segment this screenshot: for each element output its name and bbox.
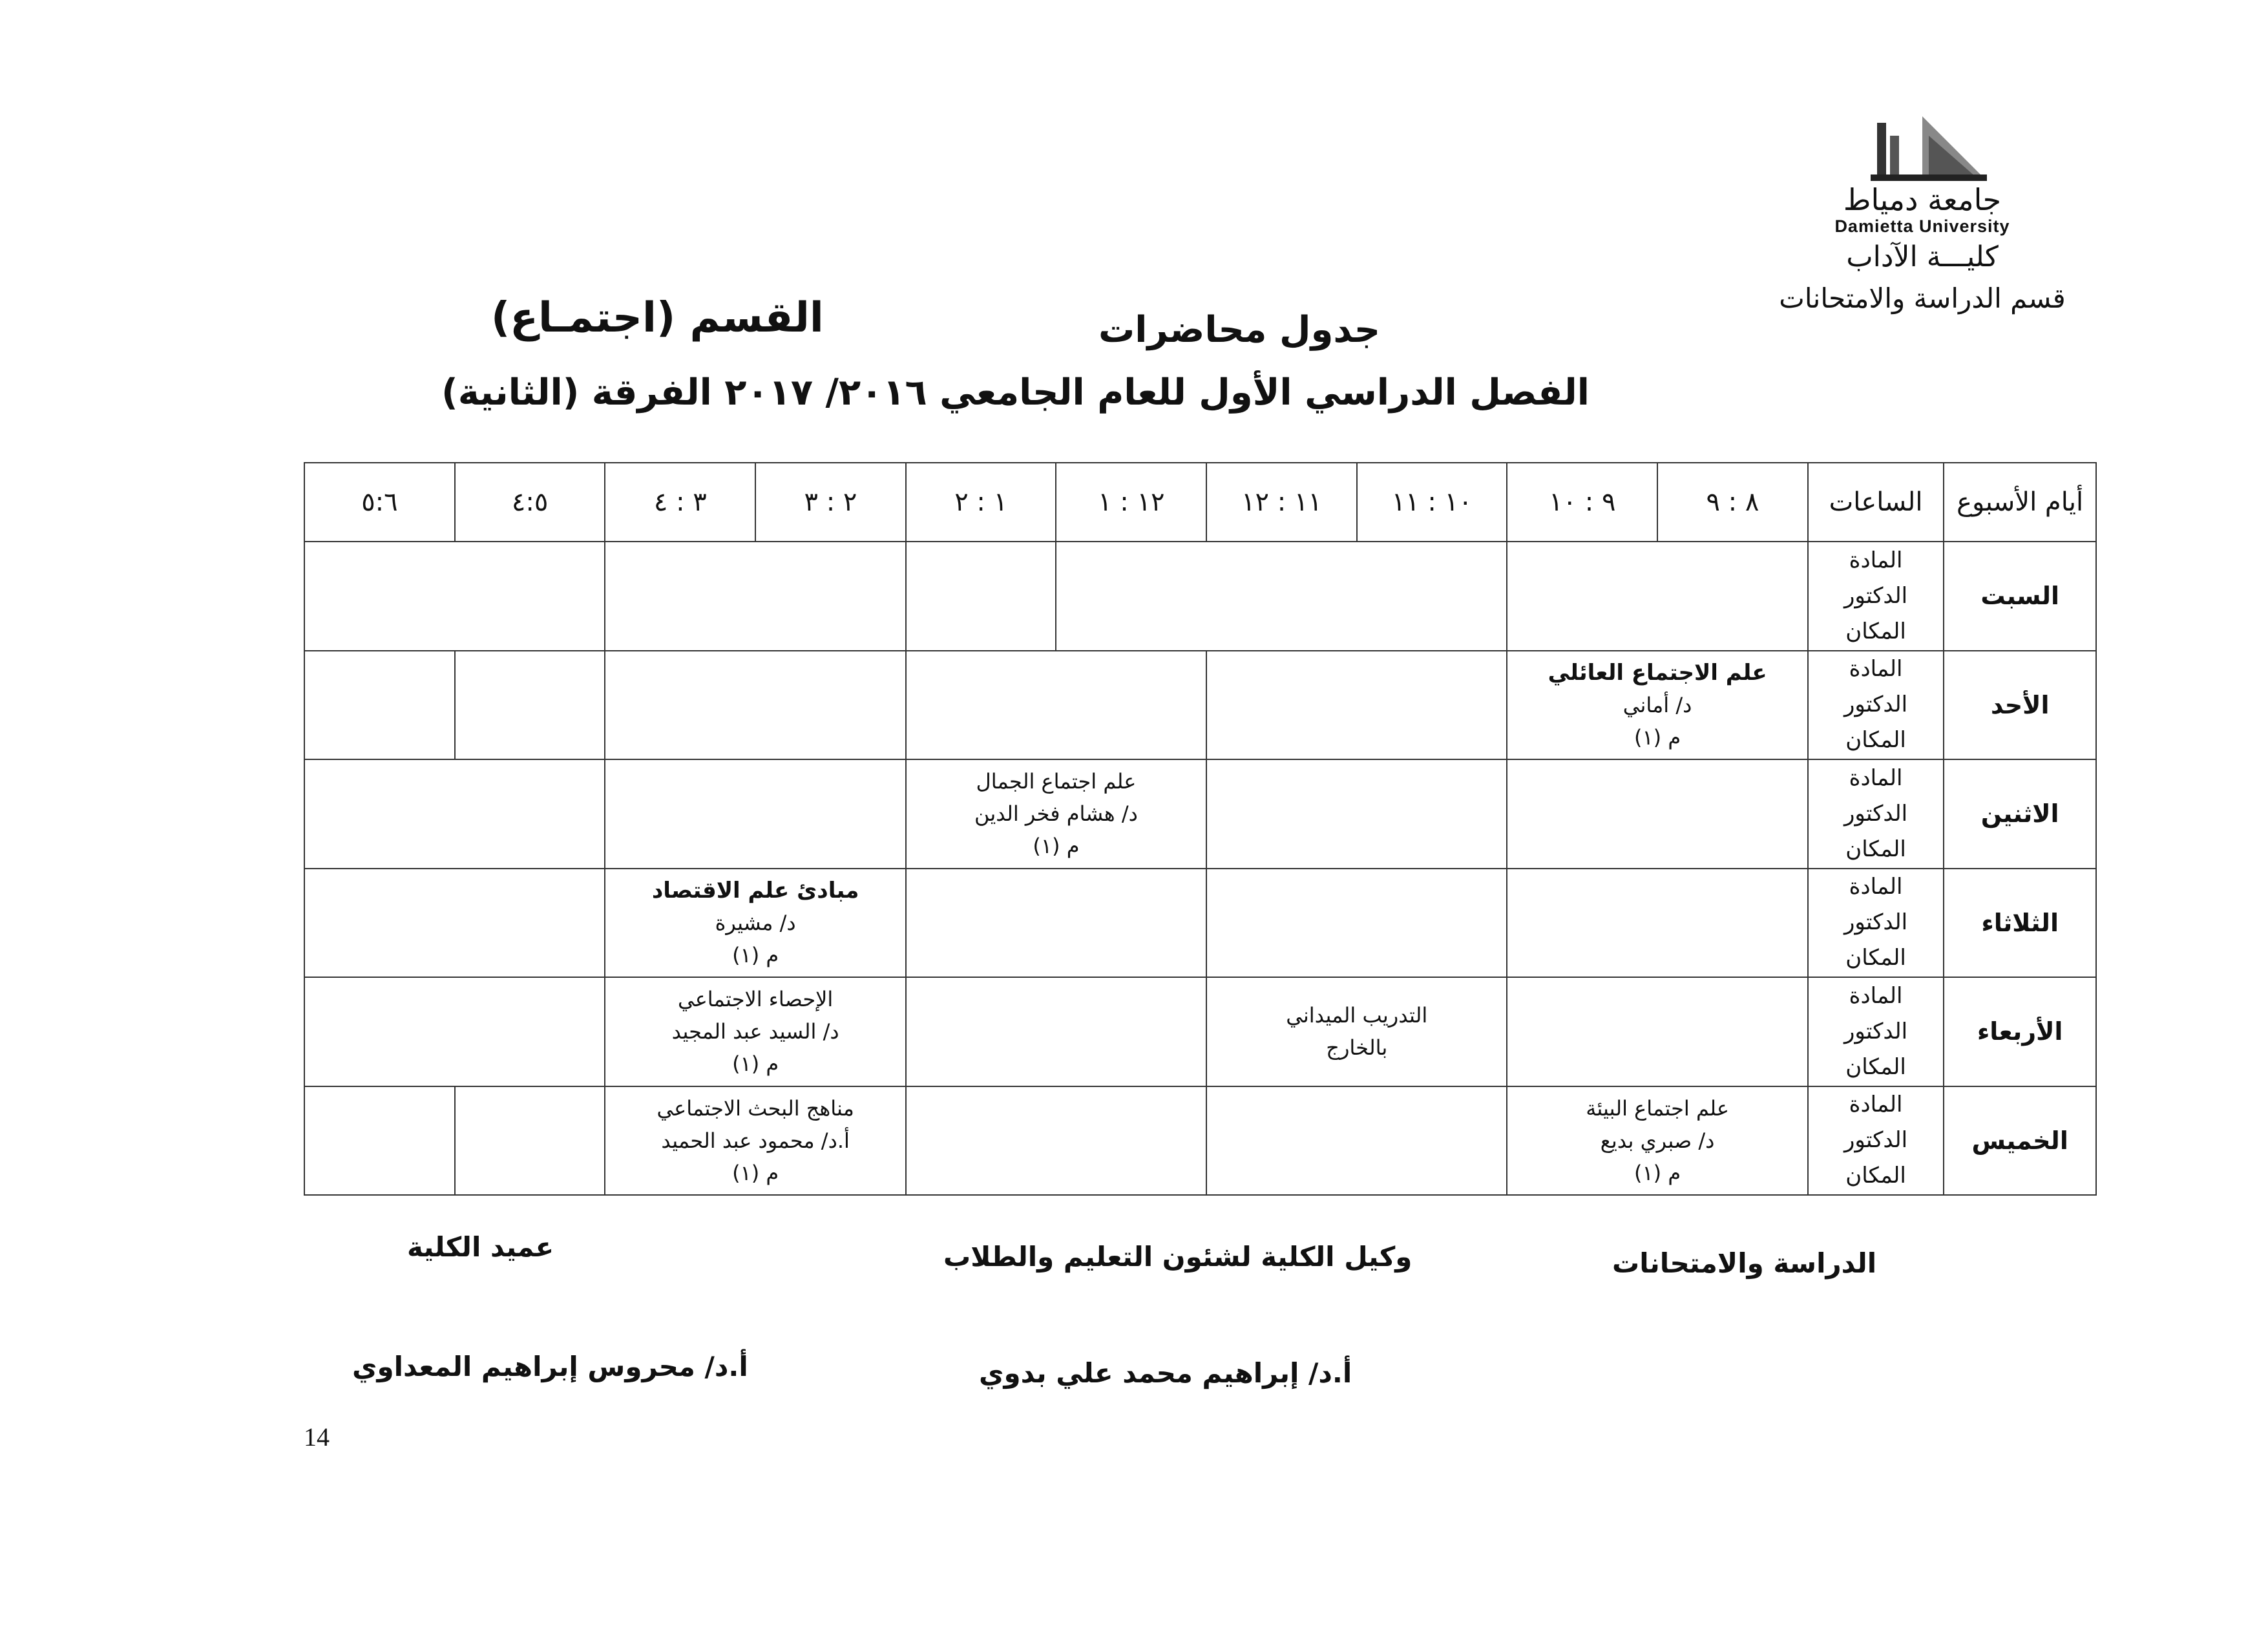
empty-slot [906, 1086, 1206, 1196]
empty-slot [605, 651, 905, 760]
university-header [1770, 110, 2074, 314]
label-place: المكان [1845, 945, 1906, 971]
row-labels [1808, 651, 1944, 760]
label-doctor: الدكتور [1843, 909, 1908, 936]
table-row [304, 542, 2096, 651]
day-cell: الاثنين [1944, 759, 2096, 869]
lecture-cell [1507, 651, 1807, 760]
empty-slot [304, 1086, 455, 1196]
lecturer-name: د/ صبري بديع [1600, 1128, 1715, 1153]
table-row [304, 869, 2096, 978]
lecture-room: م (١) [732, 1160, 779, 1185]
university-name-ar: جامعة دمياط [1843, 182, 2002, 217]
course-name: علم الاجتماع العائلي [1548, 659, 1767, 686]
empty-slot [906, 869, 1206, 978]
day-cell: السبت [1944, 542, 2096, 651]
day-cell: الثلاثاء [1944, 869, 2096, 978]
label-place: المكان [1845, 836, 1906, 862]
schedule-title: جدول محاضرات [1098, 309, 1381, 351]
label-subject: المادة [1849, 547, 1903, 573]
lecturer-name: د/ هشام فخر الدين [974, 801, 1138, 827]
slot-header: ٩ : ١٠ [1507, 463, 1657, 542]
vice-dean-name: أ.د/ إبراهيم محمد علي بدوي [979, 1357, 1352, 1389]
slot-header: ٥:٦ [304, 463, 455, 542]
row-labels [1808, 542, 1944, 651]
lecturer-name: أ.د/ محمود عبد الحميد [661, 1128, 850, 1153]
day-cell: الخميس [1944, 1086, 2096, 1196]
course-name: علم اجتماع الجمال [976, 769, 1137, 794]
lecture-cell [605, 977, 905, 1086]
day-cell: الأربعاء [1944, 977, 2096, 1086]
lecture-room: م (١) [1634, 1160, 1681, 1185]
table-row [304, 651, 2096, 760]
lecture-room: م (١) [732, 942, 779, 967]
slot-header: ١٠ : ١١ [1357, 463, 1507, 542]
lecturer-name: د/ السيد عبد المجيد [671, 1019, 839, 1044]
hours-header: الساعات [1808, 463, 1944, 542]
table-row [304, 1086, 2096, 1196]
dean-signature: عميد الكلية [407, 1231, 554, 1263]
exams-dept-signature: الدراسة والامتحانات [1612, 1247, 1877, 1279]
empty-slot [304, 977, 605, 1086]
lecture-cell [1206, 977, 1507, 1086]
slot-header: ١١ : ١٢ [1206, 463, 1357, 542]
course-name: الإحصاء الاجتماعي [678, 987, 834, 1012]
empty-slot [1056, 542, 1507, 651]
course-name: علم اجتماع البيئة [1586, 1095, 1729, 1121]
label-subject: المادة [1849, 874, 1903, 900]
vice-dean-signature: وكيل الكلية لشئون التعليم والطلاب [943, 1241, 1412, 1273]
department-name: قسم الدراسة والامتحانات [1779, 282, 2066, 314]
table-header-row [304, 463, 2096, 542]
label-place: المكان [1845, 618, 1906, 644]
label-place: المكان [1845, 1163, 1906, 1189]
empty-slot [1206, 1086, 1507, 1196]
slot-header: ٣ : ٤ [605, 463, 755, 542]
day-cell: الأحد [1944, 651, 2096, 760]
empty-slot [1206, 869, 1507, 978]
empty-slot [605, 759, 905, 869]
label-subject: المادة [1849, 1092, 1903, 1118]
empty-slot [455, 1086, 605, 1196]
slot-header: ١ : ٢ [906, 463, 1056, 542]
label-place: المكان [1845, 1053, 1906, 1080]
course-name: مبادئ علم الاقتصاد [651, 877, 859, 903]
lecture-cell [1507, 1086, 1807, 1196]
row-labels [1808, 1086, 1944, 1196]
label-place: المكان [1845, 727, 1906, 754]
empty-slot [304, 651, 455, 760]
days-header: أيام الأسبوع [1944, 463, 2096, 542]
label-doctor: الدكتور [1843, 1018, 1908, 1044]
course-name: مناهج البحث الاجتماعي [656, 1095, 854, 1121]
table-row [304, 977, 2096, 1086]
empty-slot [605, 542, 905, 651]
label-doctor: الدكتور [1843, 800, 1908, 827]
table-row [304, 759, 2096, 869]
empty-slot [906, 977, 1206, 1086]
empty-slot [304, 869, 605, 978]
empty-slot [906, 542, 1056, 651]
course-note: بالخارج [1326, 1035, 1388, 1061]
lecture-cell [605, 869, 905, 978]
empty-slot [1507, 869, 1807, 978]
label-doctor: الدكتور [1843, 1127, 1908, 1154]
label-subject: المادة [1849, 656, 1903, 682]
empty-slot [1507, 759, 1807, 869]
semester-title: الفصل الدراسي الأول للعام الجامعي ٢٠١٦/ ٢٠١٧ الفرقة (الثانية) [441, 372, 1590, 414]
row-labels [1808, 869, 1944, 978]
slot-header: ٨ : ٩ [1657, 463, 1808, 542]
page-number: 14 [304, 1422, 330, 1452]
lecture-room: م (١) [1634, 724, 1681, 750]
lecture-cell [605, 1086, 905, 1196]
slot-header: ١٢ : ١ [1056, 463, 1206, 542]
empty-slot [906, 651, 1206, 760]
empty-slot [1206, 651, 1507, 760]
faculty-name: كليـــة الآداب [1846, 240, 1999, 273]
row-labels [1808, 759, 1944, 869]
dean-name: أ.د/ محروس إبراهيم المعداوي [352, 1351, 748, 1382]
label-subject: المادة [1849, 765, 1903, 791]
lecture-room: م (١) [1033, 834, 1080, 859]
lecture-cell [906, 759, 1206, 869]
lecturer-name: د/ أماني [1622, 692, 1692, 717]
schedule-table [304, 462, 2097, 1196]
empty-slot [1507, 977, 1807, 1086]
empty-slot [1206, 759, 1507, 869]
lecture-room: م (١) [732, 1051, 779, 1077]
lecturer-name: د/ مشيرة [715, 910, 796, 935]
slot-header: ٤:٥ [455, 463, 605, 542]
slot-header: ٢ : ٣ [755, 463, 906, 542]
label-doctor: الدكتور [1843, 692, 1908, 718]
empty-slot [304, 542, 605, 651]
course-name: التدريب الميداني [1286, 1003, 1428, 1028]
university-name-en: Damietta University [1834, 216, 2010, 236]
label-doctor: الدكتور [1843, 582, 1908, 609]
row-labels [1808, 977, 1944, 1086]
section-title: القسم (اجتمـاع) [491, 294, 824, 342]
university-logo-icon [1851, 110, 1993, 187]
empty-slot [1507, 542, 1807, 651]
empty-slot [455, 651, 605, 760]
label-subject: المادة [1849, 982, 1903, 1009]
empty-slot [304, 759, 605, 869]
